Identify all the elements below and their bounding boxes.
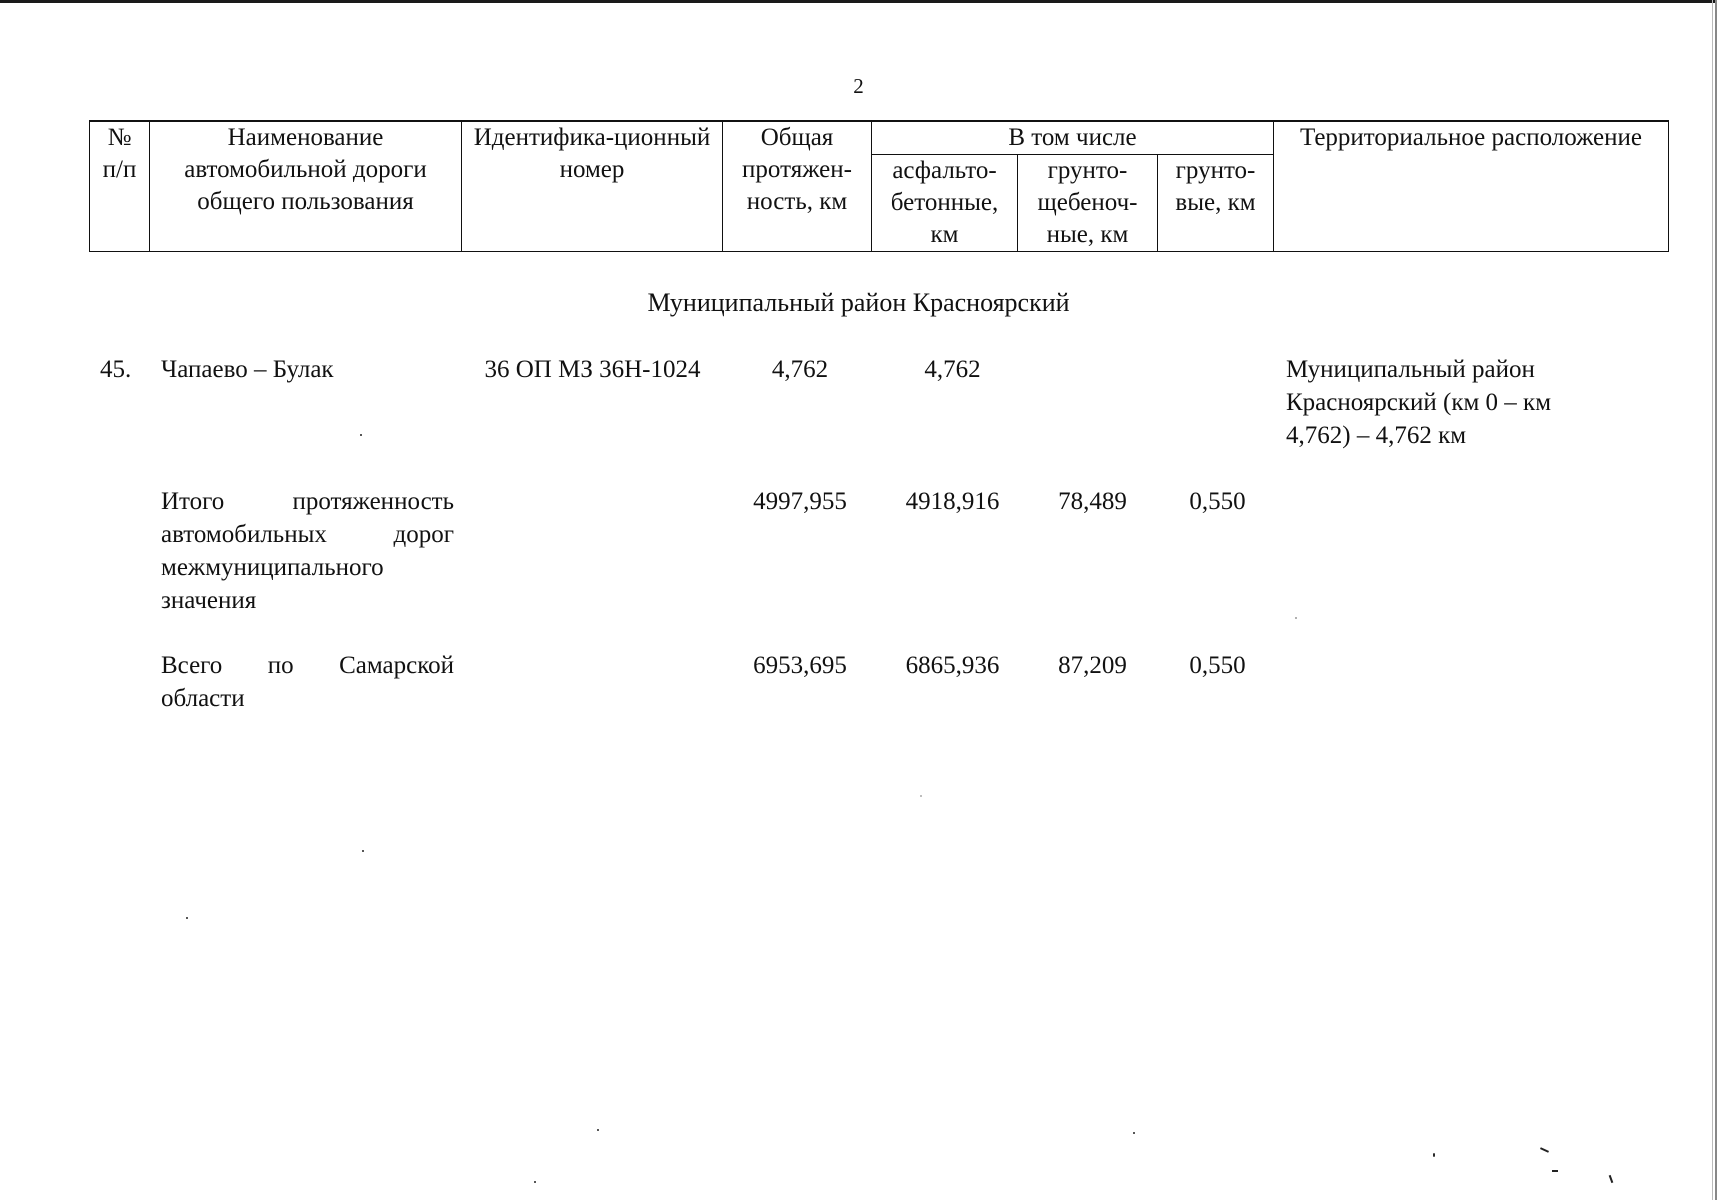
totals-asphalt-length: 6865,936 — [905, 652, 1000, 679]
table-header — [89, 120, 1669, 252]
road-id: 36 ОП МЗ 36Н-1024 — [484, 356, 701, 383]
scan-speck — [360, 434, 362, 436]
totals-gravel-length: 87,209 — [1058, 652, 1127, 679]
scan-speck — [1433, 1153, 1435, 1157]
totals-gravel-length: 78,489 — [1058, 488, 1127, 515]
totals-label: Всего по Самарской области — [161, 652, 454, 712]
scan-speck — [920, 795, 922, 797]
row-number: 45. — [100, 356, 132, 383]
scan-speck — [186, 917, 188, 919]
header-gravel: грунто-щебеноч-ные, км — [1018, 155, 1158, 252]
totals-dirt-length: 0,550 — [1189, 652, 1246, 679]
totals-asphalt-length: 4918,916 — [905, 488, 1000, 515]
header-asphalt: асфальто-бетонные, км — [872, 155, 1018, 252]
totals-dirt-length: 0,550 — [1189, 488, 1246, 515]
header-including: В том числе — [872, 121, 1274, 155]
road-total-length: 4,762 — [771, 356, 829, 383]
scan-speck — [1295, 617, 1297, 619]
scan-speck — [1552, 1170, 1558, 1172]
road-name: Чапаево – Булак — [161, 356, 334, 383]
totals-total-length: 4997,955 — [753, 488, 847, 515]
header-id: Идентифика-ционный номер — [462, 121, 723, 252]
section-title: Муниципальный район Красноярский — [647, 288, 1070, 317]
scan-speck — [1540, 1147, 1549, 1153]
scan-edge-right-inner — [1712, 0, 1713, 1200]
totals-label: Итого протяженность автомобильных дорог межмуниципального значения — [161, 488, 454, 614]
road-location: Муниципальный район Красноярский (км 0 – км 4,762) – 4,762 км — [1286, 356, 1552, 449]
scan-edge-top — [0, 0, 1717, 3]
header-name: Наименование автомобильной дороги общего пользования — [150, 121, 462, 252]
page-number: 2 — [853, 74, 864, 98]
totals-total-length: 6953,695 — [753, 652, 847, 679]
header-total: Общая протяжен-ность, км — [723, 121, 872, 252]
scan-speck — [1133, 1132, 1135, 1134]
header-num: № п/п — [90, 121, 150, 252]
header-dirt: грунто-вые, км — [1158, 155, 1274, 252]
scan-speck — [534, 1181, 536, 1183]
scan-speck — [362, 850, 364, 852]
scan-speck — [597, 1129, 599, 1131]
scan-speck — [1609, 1175, 1614, 1183]
header-location: Территориальное расположение — [1274, 121, 1669, 252]
road-asphalt-length: 4,762 — [924, 356, 981, 383]
